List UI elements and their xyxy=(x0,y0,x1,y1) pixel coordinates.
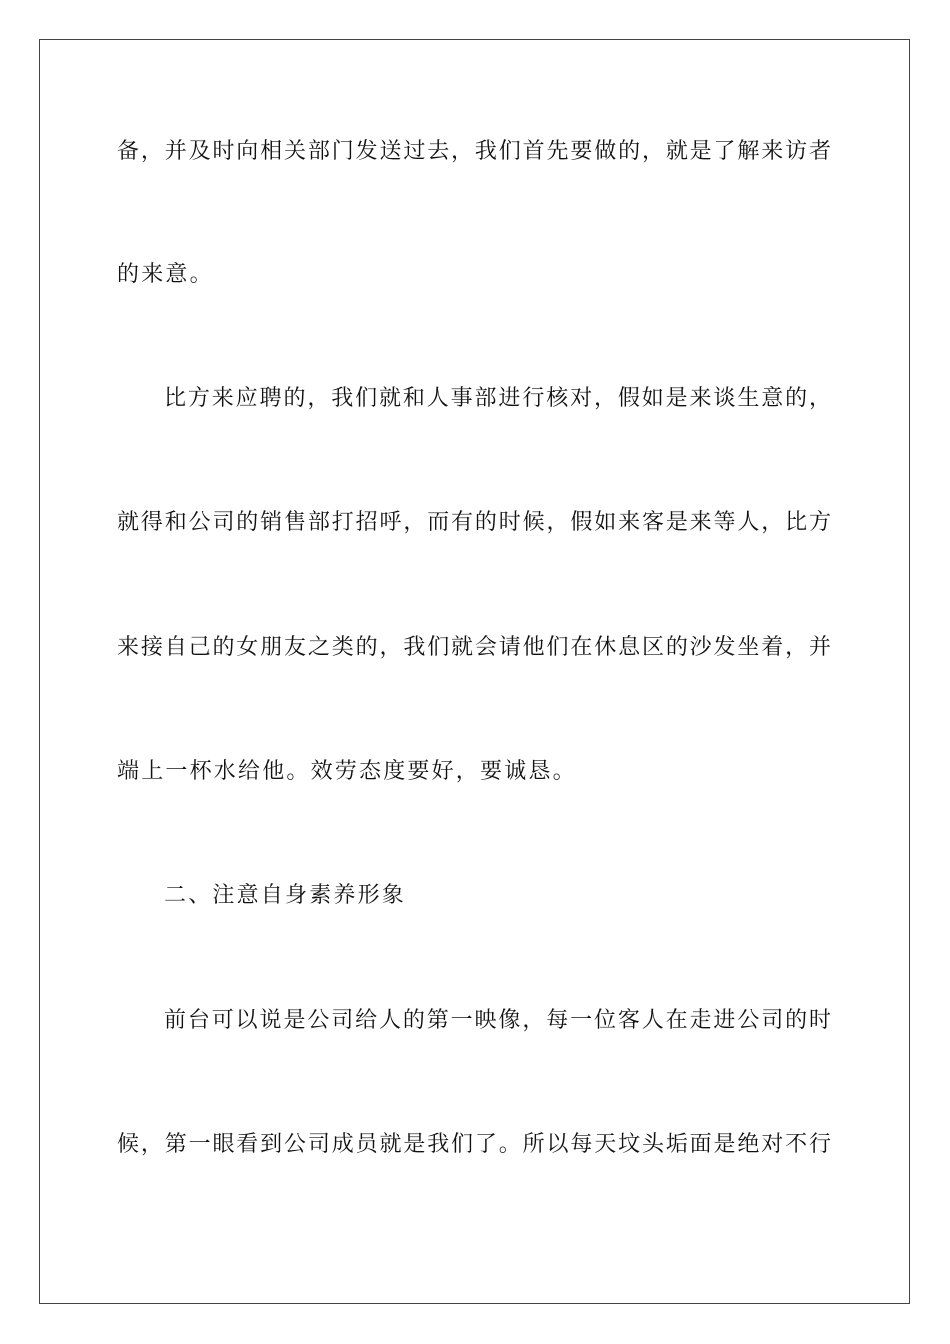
paragraph-line: 就得和公司的销售部打招呼，而有的时候，假如来客是来等人，比方 xyxy=(117,510,831,535)
paragraph-line: 的来意。 xyxy=(117,262,214,287)
paragraph-line: 备，并及时向相关部门发送过去，我们首先要做的，就是了解来访者 xyxy=(117,139,831,164)
paragraph-line: 前台可以说是公司给人的第一映像，每一位客人在走进公司的时 xyxy=(164,1008,831,1033)
paragraph-line: 候，第一眼看到公司成员就是我们了。所以每天坟头垢面是绝对不行 xyxy=(117,1132,831,1157)
page-frame xyxy=(39,39,910,1304)
paragraph-line: 比方来应聘的，我们就和人事部进行核对，假如是来谈生意的， xyxy=(164,386,831,411)
paragraph-line: 端上一杯水给他。效劳态度要好，要诚恳。 xyxy=(117,759,577,784)
paragraph-line: 来接自己的女朋友之类的，我们就会请他们在休息区的沙发坐着，并 xyxy=(117,635,831,660)
section-heading: 二、注意自身素养形象 xyxy=(164,883,407,908)
